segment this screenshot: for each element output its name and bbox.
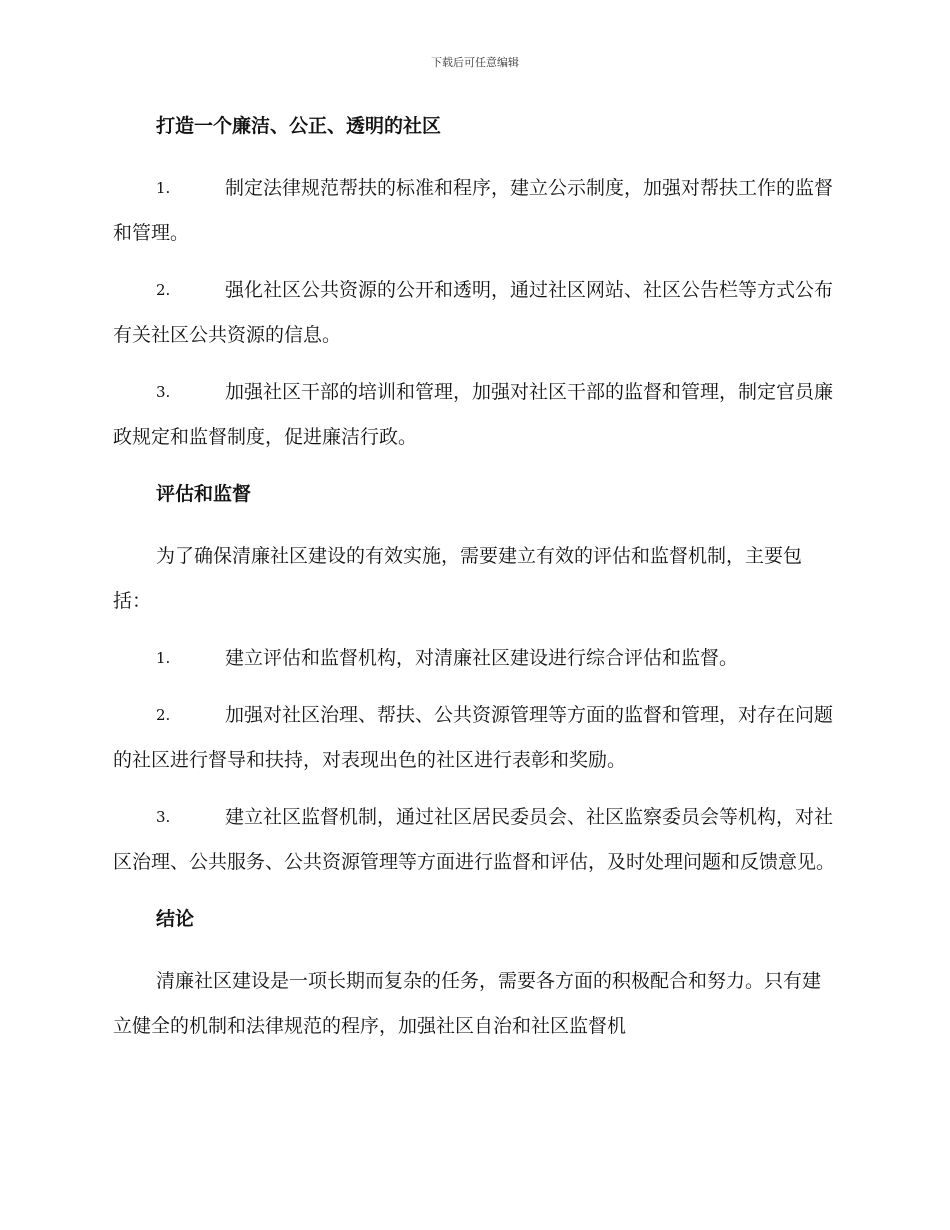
- list-item-number: 2.: [156, 281, 171, 299]
- list-item-number: 1.: [156, 649, 171, 667]
- list-item: [113, 268, 835, 358]
- list-item-number: 3.: [156, 383, 171, 401]
- section-heading-transparent-community: 打造一个廉洁、公正、透明的社区: [156, 115, 442, 137]
- list-item-number: 2.: [156, 706, 171, 724]
- list-item: [113, 370, 835, 460]
- conclusion-paragraph: 清廉社区建设是一项长期而复杂的任务，需要各方面的积极配合和努力。只有建立健全的机制和法律规范的程序，加强社区自治和社区监督机: [113, 970, 822, 1037]
- document-body: [113, 110, 835, 1061]
- list-item-text: 加强社区干部的培训和管理，加强对社区干部的监督和管理，制定官员廉政规定和监督制度，促进廉洁行政。: [113, 381, 834, 448]
- list-item-text: 加强对社区治理、帮扶、公共资源管理等方面的监督和管理，对存在问题的社区进行督导和扶持，对表现出色的社区进行表彰和奖励。: [113, 704, 834, 771]
- list-item: [113, 166, 835, 256]
- list-item-number: 1.: [156, 179, 171, 197]
- list-item-text: 建立社区监督机制，通过社区居民委员会、社区监察委员会等机构，对社区治理、公共服务、公共资源管理等方面进行监督和评估，及时处理问题和反馈意见。: [113, 806, 836, 873]
- page-header-note: 下载后可任意编辑: [431, 56, 519, 69]
- section-intro-paragraph: 为了确保清廉社区建设的有效实施，需要建立有效的评估和监督机制，主要包括：: [113, 545, 803, 612]
- list-item-text: 制定法律规范帮扶的标准和程序，建立公示制度，加强对帮扶工作的监督和管理。: [113, 177, 834, 244]
- list-item-text: 强化社区公共资源的公开和透明，通过社区网站、社区公告栏等方式公布有关社区公共资源的信息。: [113, 279, 834, 346]
- list-item: [113, 636, 835, 681]
- list-item: [113, 795, 835, 885]
- section-heading-evaluation: 评估和监督: [156, 483, 252, 505]
- section-heading-conclusion: 结论: [156, 908, 195, 930]
- list-item-text: 建立评估和监督机构，对清廉社区建设进行综合评估和监督。: [225, 647, 739, 669]
- list-item: [113, 693, 835, 783]
- list-item-number: 3.: [156, 808, 171, 826]
